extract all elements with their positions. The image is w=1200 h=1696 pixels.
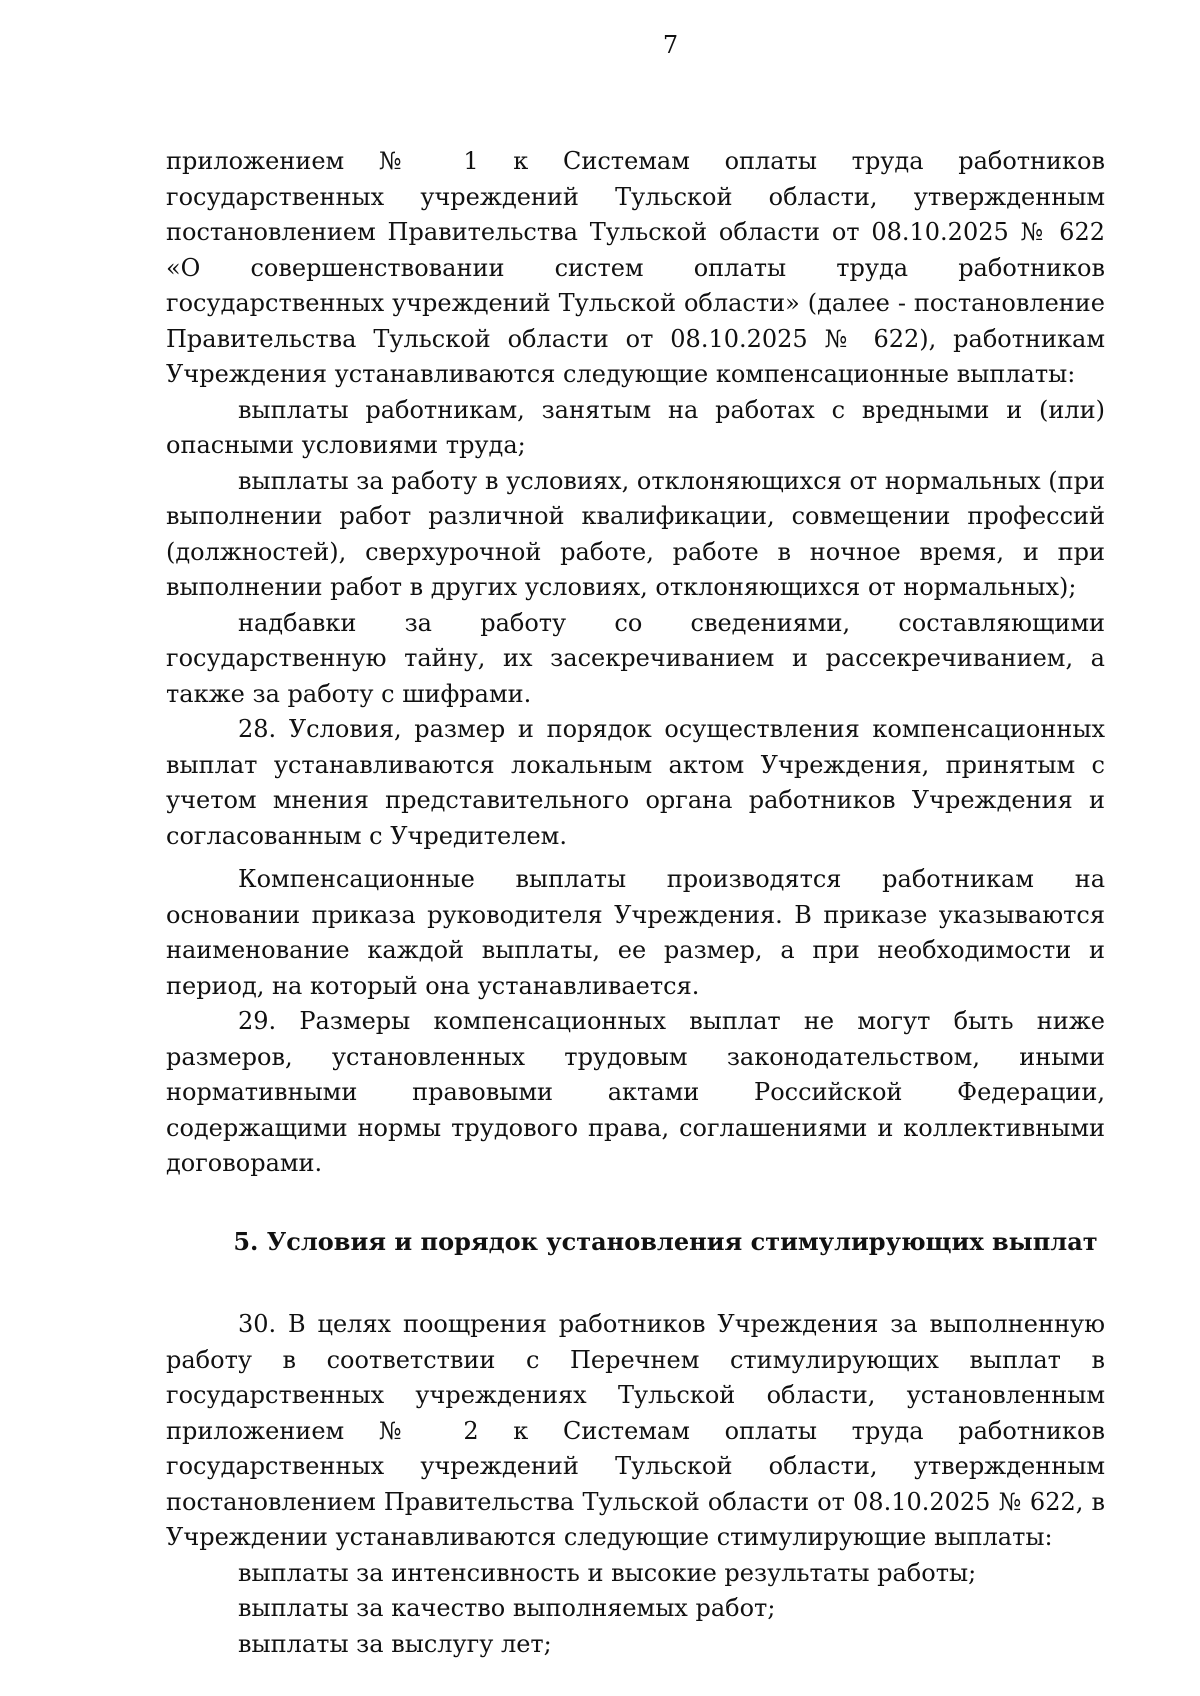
paragraph-29: 29. Размеры компенсационных выплат не могут быть ниже размеров, установленных трудовым законодательством, иными нормативными правовыми актами Российской Федерации, содержащими нормы трудового права, соглашениями и коллективными договорами. (166, 1007, 1105, 1177)
list-item-intensity: выплаты за интенсивность и высокие результаты работы; (238, 1558, 977, 1587)
list-item-harmful-conditions: выплаты работникам, занятым на работах с вредными и (или) опасными условиями труда; (166, 395, 1105, 459)
list-item-seniority: выплаты за выслугу лет; (238, 1629, 552, 1658)
list-item-state-secret: надбавки за работу со сведениями, составляющими государственную тайну, их засекречиванием и рассекречиванием, а также за работу с шифрами. (166, 608, 1105, 708)
paragraph-continuation: приложением № 1 к Системам оплаты труда работников государственных учреждений Тульской области, утвержденным постановлением Правительства Тульской области от 08.10.2025 № 622 «О совершенствовании систем оплаты труда работников государственных учреждений Тульской области» (далее - постановление Правительства Тульской области от 08.10.2025 № 622), работникам Учреждения устанавливаются следующие компенсационные выплаты: (166, 147, 1105, 388)
paragraph-30: 30. В целях поощрения работников Учреждения за выполненную работу в соответствии с Перечнем стимулирующих выплат в государственных учреждениях Тульской области, установленным приложением № 2 к Системам оплаты труда работников государственных учреждений Тульской области, утвержденным постановлением Правительства Тульской области от 08.10.2025 № 622, в Учреждении устанавливаются следующие стимулирующие выплаты: (166, 1310, 1105, 1551)
list-item-quality: выплаты за качество выполняемых работ; (238, 1594, 776, 1622)
paragraph-compensation-order: Компенсационные выплаты производятся работникам на основании приказа руководителя Учреждения. В приказе указываются наименование каждой выплаты, ее размер, а при необходимости и период, на который она устанавливается. (166, 865, 1105, 1000)
section-heading: 5. Условия и порядок установления стимулирующих выплат (233, 1226, 1098, 1256)
page-number: 7 (662, 31, 679, 59)
list-item-abnormal-conditions: выплаты за работу в условиях, отклоняющихся от нормальных (при выполнении работ различной квалификации, совмещении профессий (должностей), сверхурочной работе, работе в ночное время, и при выполнении работ в других условиях, отклоняющихся от нормальных); (166, 466, 1105, 601)
paragraph-28: 28. Условия, размер и порядок осуществления компенсационных выплат устанавливаются локальным актом Учреждения, принятым с учетом мнения представительного органа работников Учреждения и согласованным с Учредителем. (166, 715, 1105, 850)
